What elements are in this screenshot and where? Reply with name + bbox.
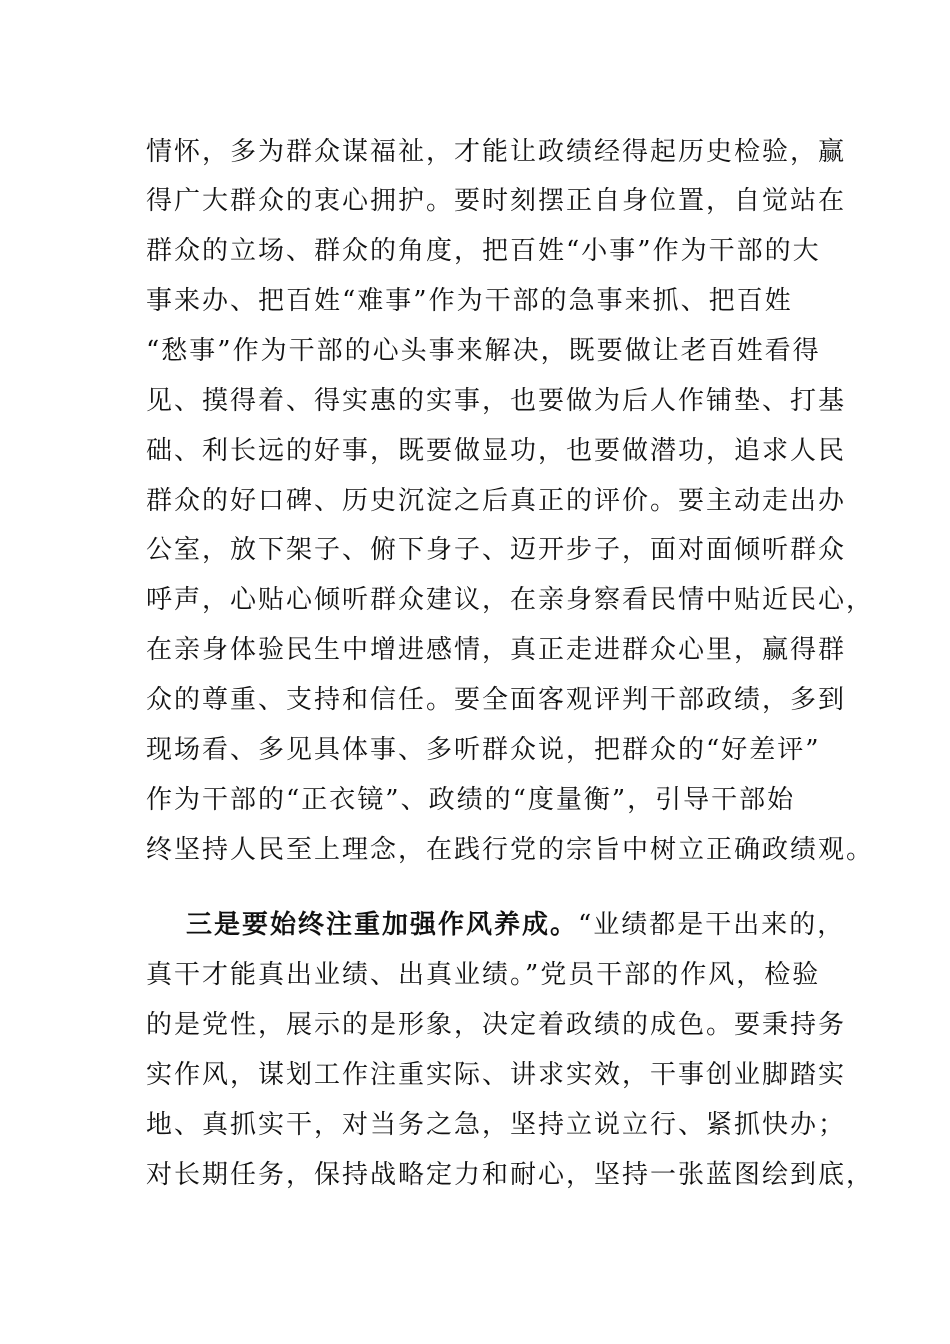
body-text-line: 公室，放下架子、俯下身子、迈开步子，面对面倾听群众 [146, 535, 847, 565]
body-text-line: 事来办、把百姓“难事”作为干部的急事来抓、把百姓 [146, 286, 793, 316]
body-text-line: 在亲身体验民生中增进感情，真正走进群众心里，赢得群 [146, 635, 847, 665]
body-text-line: 终坚持人民至上理念，在践行党的宗旨中树立正确政绩观。 [146, 835, 875, 865]
body-text-line: 现场看、多见具体事、多听群众说，把群众的“好差评” [146, 735, 821, 765]
body-text-line: 群众的好口碑、历史沉淀之后真正的评价。要主动走出办 [146, 486, 847, 516]
quote-start: “业绩都是干出来的， [578, 910, 846, 940]
body-text-line: “愁事”作为干部的心头事来解决，既要做让老百姓看得 [146, 336, 821, 366]
body-text-line: 真干才能真出业绩、出真业绩。”党员干部的作风，检验 [146, 960, 821, 990]
body-text-line: 地、真抓实干，对当务之急，坚持立说立行、紧抓快办； [146, 1110, 847, 1140]
body-text-line: 见、摸得着、得实惠的实事，也要做为后人作铺垫、打基 [146, 386, 847, 416]
body-text-line: 实作风，谋划工作注重实际、讲求实效，干事创业脚踏实 [146, 1060, 847, 1090]
body-text-line: 众的尊重、支持和信任。要全面客观评判干部政绩，多到 [146, 685, 847, 715]
body-text-line: 对长期任务，保持战略定力和耐心，坚持一张蓝图绘到底， [146, 1160, 875, 1190]
body-text-line: 情怀，多为群众谋福祉，才能让政绩经得起历史检验，赢 [146, 137, 847, 167]
paragraph-first-line [186, 900, 846, 950]
body-text-line: 呼声，心贴心倾听群众建议，在亲身察看民情中贴近民心， [146, 585, 875, 615]
section-heading: 三是要始终注重加强作风养成。 [186, 910, 579, 940]
body-text-line: 作为干部的“正衣镜”、政绩的“度量衡”，引导干部始 [146, 785, 796, 815]
body-text-line: 群众的立场、群众的角度，把百姓“小事”作为干部的大 [146, 236, 821, 266]
body-text-line: 的是党性，展示的是形象，决定着政绩的成色。要秉持务 [146, 1010, 847, 1040]
body-text-line: 础、利长远的好事，既要做显功，也要做潜功，追求人民 [146, 436, 847, 466]
body-text-line: 得广大群众的衷心拥护。要时刻摆正自身位置，自觉站在 [146, 186, 847, 216]
